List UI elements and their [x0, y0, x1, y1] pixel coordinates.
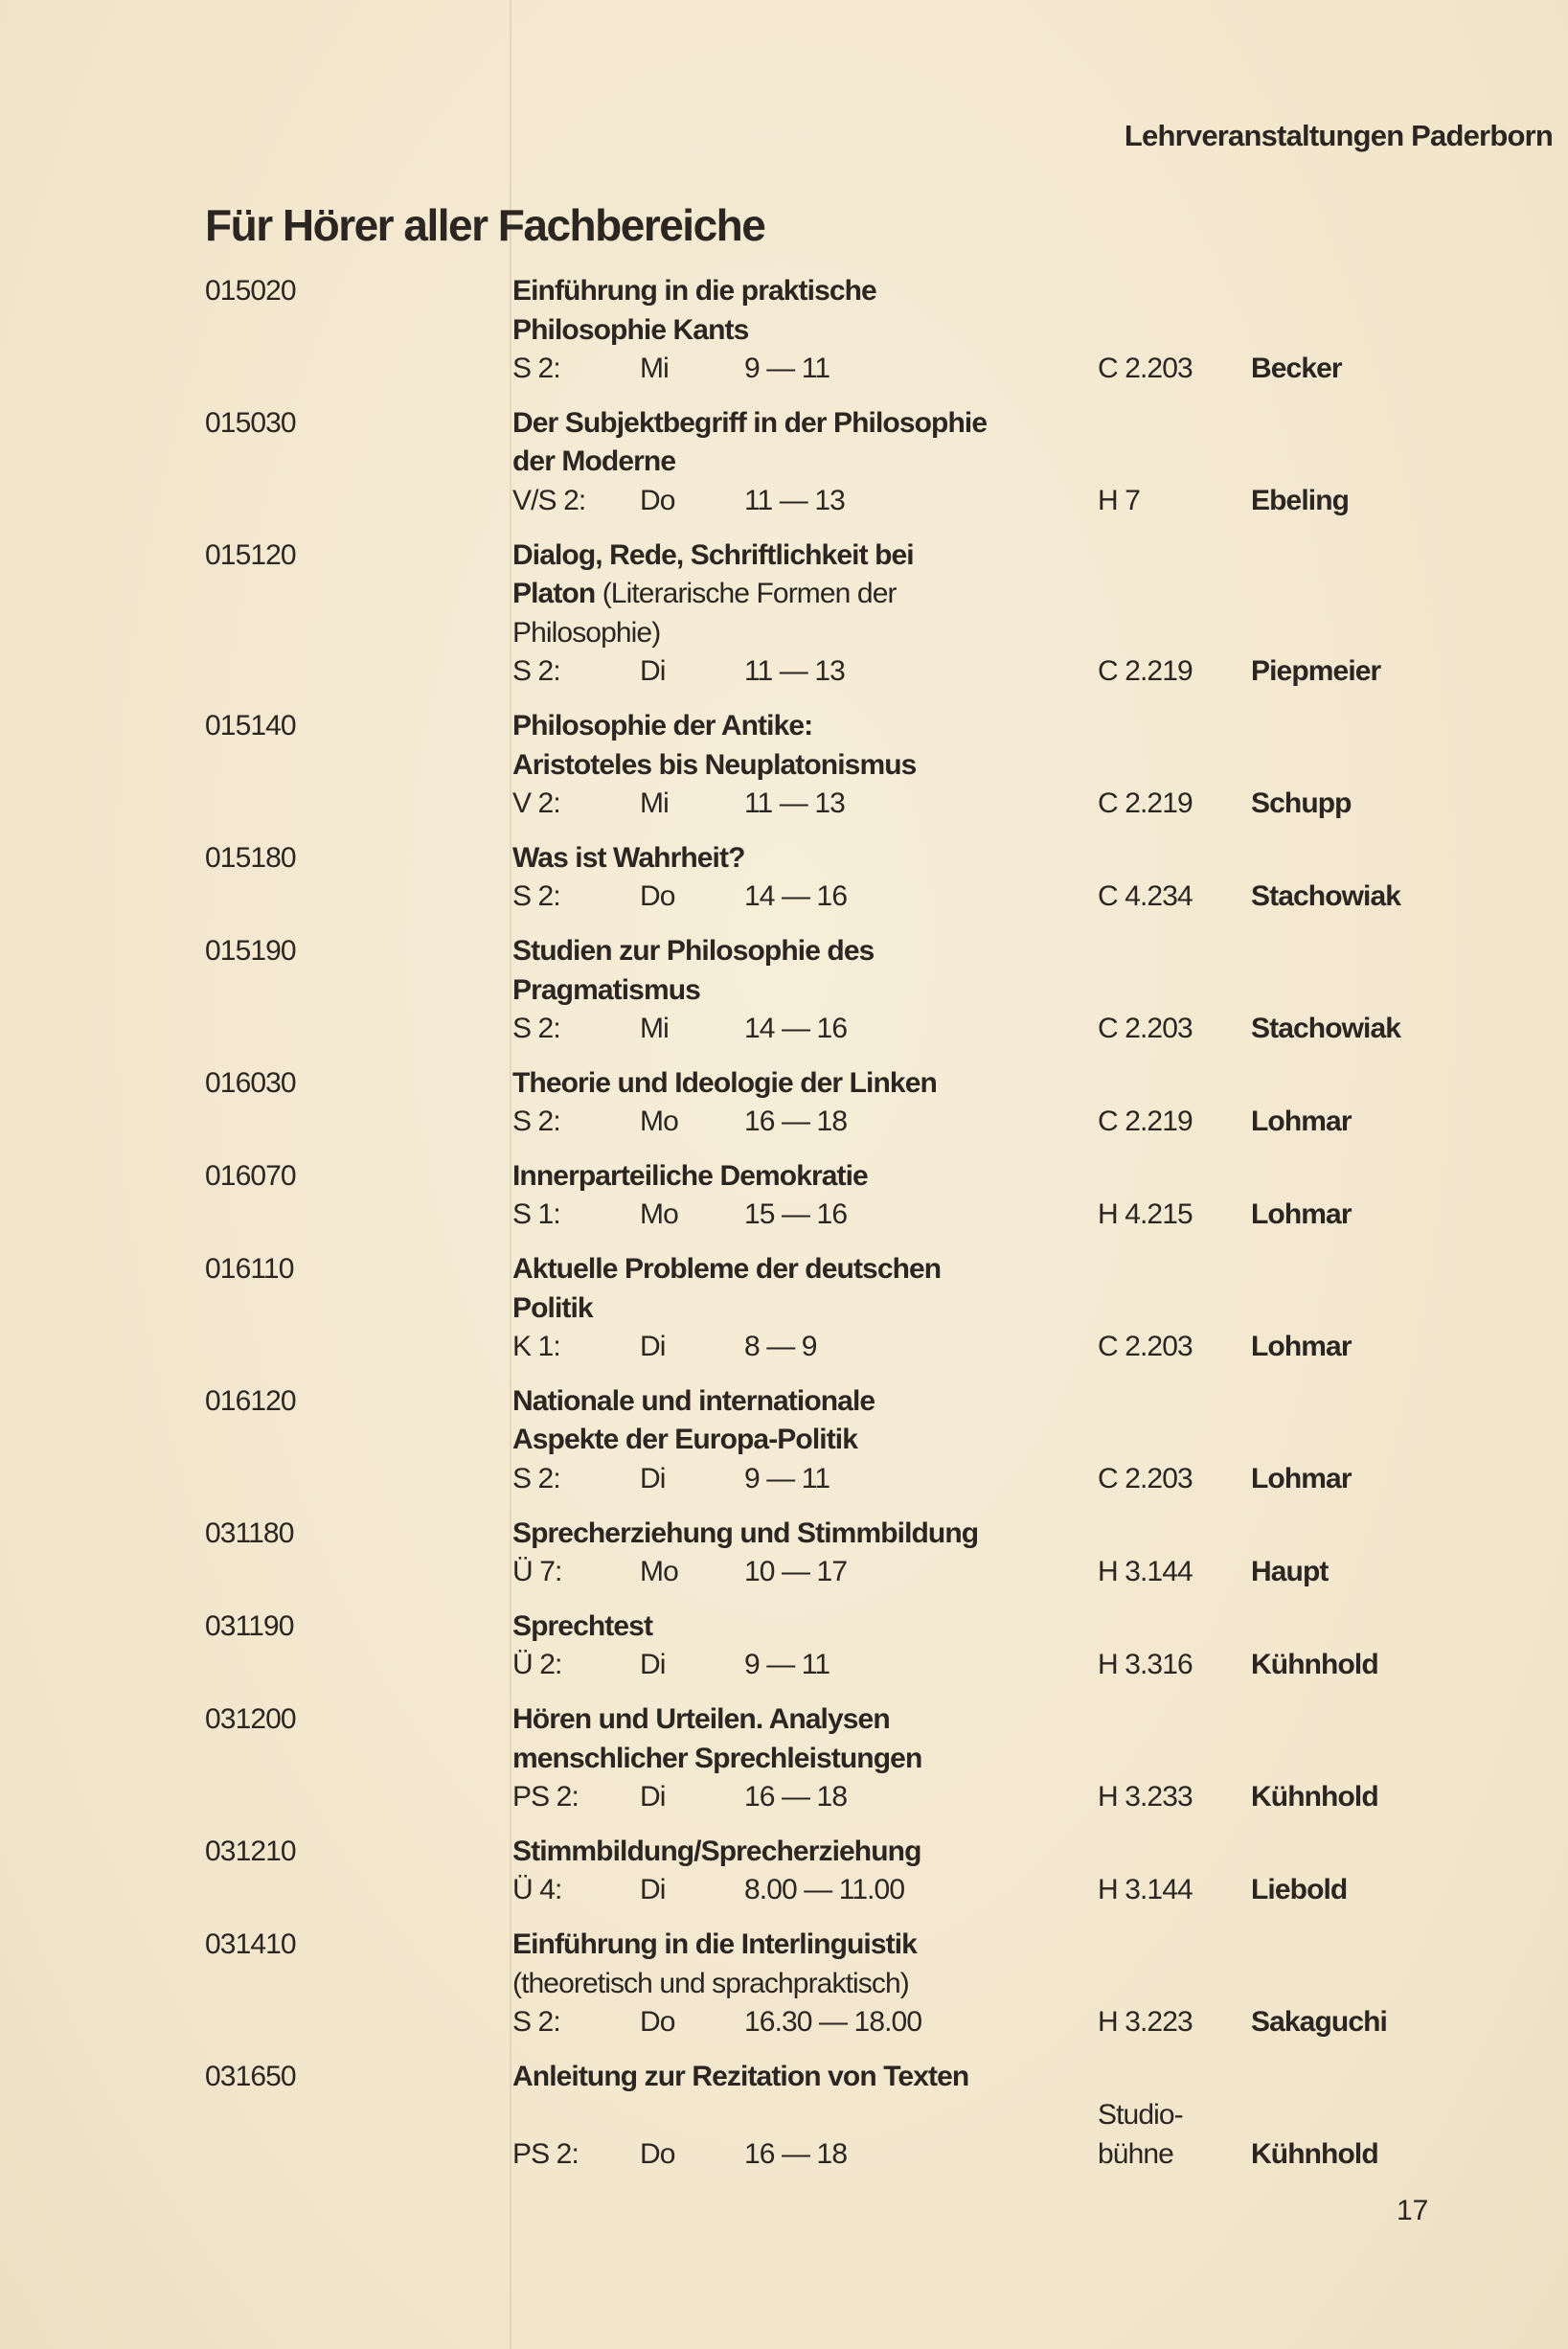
- course-room: H 3.233: [1098, 1781, 1193, 1813]
- course-schedule: [512, 1460, 1568, 1499]
- course-room: H 7: [1098, 484, 1140, 516]
- course-time: 9 — 11: [744, 353, 830, 385]
- course-code: 016120: [205, 1384, 296, 1417]
- course-day: Di: [640, 1874, 666, 1906]
- course-title: Einführung in die praktische: [512, 275, 876, 307]
- course-title: der Moderne: [512, 445, 676, 478]
- course-schedule: [512, 1646, 1568, 1685]
- course-entry: [0, 272, 1568, 389]
- course-time: 16 — 18: [744, 1106, 848, 1138]
- course-title-line: [512, 932, 1568, 971]
- course-details: [512, 1250, 1568, 1367]
- page-number: 17: [1397, 2195, 1429, 2226]
- course-type: PS 2:: [512, 1781, 579, 1813]
- course-title-line: [512, 2058, 1568, 2097]
- course-code: 031410: [205, 1927, 296, 1960]
- course-title: Platon: [512, 578, 596, 610]
- course-details: [512, 1608, 1568, 1685]
- course-title-line: [512, 1833, 1568, 1872]
- course-code: 016030: [205, 1066, 296, 1099]
- course-lecturer: Lohmar: [1251, 1463, 1352, 1495]
- course-title-line: [512, 1064, 1568, 1104]
- course-entry: [0, 1608, 1568, 1685]
- course-title: Theorie und Ideologie der Linken: [512, 1066, 937, 1099]
- course-title: Nationale und internationale: [512, 1384, 875, 1417]
- course-entry: [0, 707, 1568, 824]
- course-title-line: [512, 1382, 1568, 1422]
- course-details: [512, 1926, 1568, 2042]
- course-schedule: [512, 1553, 1568, 1592]
- course-code: 031200: [205, 1703, 296, 1735]
- course-schedule: [512, 482, 1568, 521]
- course-code: 031180: [205, 1517, 294, 1549]
- course-title-line: [512, 1421, 1568, 1460]
- course-room: C 2.203: [1098, 1013, 1193, 1045]
- course-day: Mi: [640, 353, 669, 385]
- running-head: Lehrveranstaltungen Paderborn: [1124, 119, 1553, 152]
- course-type: Ü 2:: [512, 1649, 562, 1681]
- course-day: Di: [640, 655, 666, 688]
- course-lecturer: Haupt: [1251, 1556, 1329, 1588]
- course-lecturer: Ebeling: [1251, 484, 1350, 516]
- course-details: [512, 272, 1568, 389]
- course-room: H 3.144: [1098, 1556, 1193, 1588]
- course-schedule: [512, 785, 1568, 824]
- course-day: Mi: [640, 787, 669, 820]
- course-type: K 1:: [512, 1331, 560, 1363]
- section-title: Für Hörer aller Fachbereiche: [205, 200, 765, 250]
- course-title: Anleitung zur Rezitation von Texten: [512, 2060, 969, 2092]
- course-title-line: [512, 1740, 1568, 1779]
- course-time: 9 — 11: [744, 1463, 830, 1495]
- course-room: C 2.219: [1098, 655, 1193, 688]
- course-title-line: [512, 1289, 1568, 1329]
- course-time: 15 — 16: [744, 1198, 848, 1231]
- course-room: C 2.219: [1098, 1106, 1193, 1138]
- course-entry: [0, 839, 1568, 917]
- course-entry: [0, 1833, 1568, 1910]
- course-details: [512, 707, 1568, 824]
- course-details: [512, 1700, 1568, 1817]
- course-room: C 2.219: [1098, 787, 1193, 820]
- course-title-line: [512, 1250, 1568, 1289]
- course-day: Di: [640, 1463, 666, 1495]
- course-room: C 2.203: [1098, 353, 1193, 385]
- course-type: PS 2:: [512, 2137, 579, 2170]
- course-entry: [0, 1926, 1568, 2042]
- course-title-line: [512, 1926, 1568, 1965]
- course-lecturer: Kühnhold: [1251, 2137, 1378, 2170]
- course-title: Philosophie Kants: [512, 313, 749, 346]
- course-details: [512, 839, 1568, 917]
- course-details: [512, 1833, 1568, 1910]
- course-code: 031190: [205, 1609, 294, 1642]
- course-schedule: [512, 350, 1568, 389]
- course-schedule: [512, 1778, 1568, 1817]
- course-title-line: [512, 536, 1568, 576]
- course-lecturer: Kühnhold: [1251, 1781, 1378, 1813]
- course-title: Dialog, Rede, Schriftlichkeit bei: [512, 538, 914, 571]
- course-schedule: [512, 1103, 1568, 1142]
- course-note: (Literarische Formen der: [595, 578, 897, 610]
- course-type: S 2:: [512, 1013, 560, 1045]
- course-entry: [0, 1250, 1568, 1367]
- course-title: Studien zur Philosophie des: [512, 934, 875, 967]
- course-day: Di: [640, 1331, 666, 1363]
- course-type: Ü 4:: [512, 1874, 562, 1906]
- course-lecturer: Sakaguchi: [1251, 2006, 1387, 2039]
- course-lecturer: Lohmar: [1251, 1198, 1352, 1231]
- course-schedule: [512, 1010, 1568, 1049]
- course-entry: [0, 1382, 1568, 1499]
- course-lecturer: Stachowiak: [1251, 1013, 1401, 1045]
- course-time: 11 — 13: [744, 484, 845, 516]
- course-type: S 1:: [512, 1198, 560, 1231]
- course-type: S 2:: [512, 880, 560, 913]
- course-schedule: [512, 2003, 1568, 2042]
- course-lecturer: Schupp: [1251, 787, 1352, 820]
- course-entry: [0, 1700, 1568, 1817]
- course-title: Aspekte der Europa-Politik: [512, 1424, 858, 1456]
- course-day: Do: [640, 880, 675, 913]
- course-lecturer: Liebold: [1251, 1874, 1348, 1906]
- course-schedule: [512, 1196, 1568, 1235]
- course-entry: [0, 1064, 1568, 1142]
- course-type: S 2:: [512, 2006, 560, 2039]
- course-time: 16 — 18: [744, 2137, 848, 2170]
- course-room: C 2.203: [1098, 1463, 1193, 1495]
- course-room: C 2.203: [1098, 1331, 1193, 1363]
- course-title: Stimmbildung/Sprecherziehung: [512, 1835, 921, 1867]
- course-code: 015180: [205, 841, 296, 874]
- course-list: [0, 272, 1568, 2190]
- course-title: Hören und Urteilen. Analysen: [512, 1703, 890, 1735]
- course-time: 14 — 16: [744, 1013, 848, 1045]
- course-title: Was ist Wahrheit?: [512, 841, 745, 874]
- course-title-line: [512, 1700, 1568, 1740]
- course-title-line: [512, 971, 1568, 1011]
- course-time: 11 — 13: [744, 655, 845, 688]
- course-code: 015140: [205, 709, 296, 741]
- course-title-line: [512, 1157, 1568, 1197]
- course-code: 015030: [205, 406, 296, 439]
- course-room: H 4.215: [1098, 1198, 1193, 1231]
- course-title: Der Subjektbegriff in der Philosophie: [512, 406, 988, 439]
- course-schedule: [512, 1328, 1568, 1367]
- course-title-line: [512, 272, 1568, 311]
- course-details: [512, 404, 1568, 521]
- course-title-line: [512, 311, 1568, 351]
- course-day: Mi: [640, 1013, 669, 1045]
- course-title-line: [512, 1515, 1568, 1554]
- course-code: 031210: [205, 1835, 296, 1867]
- course-type: S 2:: [512, 655, 560, 688]
- course-title: Aristoteles bis Neuplatonismus: [512, 748, 917, 781]
- course-details: [512, 1064, 1568, 1142]
- course-code: 015120: [205, 538, 296, 571]
- course-title-line: [512, 839, 1568, 878]
- course-title-line: [512, 1608, 1568, 1647]
- course-room: H 3.316: [1098, 1649, 1193, 1681]
- course-details: [512, 932, 1568, 1049]
- course-time: 8.00 — 11.00: [744, 1874, 905, 1906]
- course-time: 14 — 16: [744, 880, 848, 913]
- course-day: Mo: [640, 1556, 678, 1588]
- course-type: S 2:: [512, 353, 560, 385]
- course-time: 16.30 — 18.00: [744, 2006, 922, 2039]
- course-day: Do: [640, 2006, 675, 2039]
- course-title: Philosophie der Antike:: [512, 709, 813, 741]
- course-lecturer: Lohmar: [1251, 1106, 1352, 1138]
- course-lecturer: Becker: [1251, 353, 1342, 385]
- course-code: 031650: [205, 2060, 296, 2092]
- course-title-line: [512, 746, 1568, 786]
- course-title: Politik: [512, 1291, 593, 1324]
- course-title: Pragmatismus: [512, 973, 700, 1006]
- course-time: 11 — 13: [744, 787, 845, 820]
- course-title: Einführung in die Interlinguistik: [512, 1927, 917, 1960]
- course-code: 015020: [205, 275, 296, 307]
- course-title-line: [512, 707, 1568, 746]
- course-title-line: [512, 1965, 1568, 2004]
- course-day: Mo: [640, 1198, 678, 1231]
- course-day: Di: [640, 1781, 666, 1813]
- course-details: [512, 1157, 1568, 1235]
- course-day: Di: [640, 1649, 666, 1681]
- course-title: Sprechtest: [512, 1609, 653, 1642]
- course-lecturer: Piepmeier: [1251, 655, 1381, 688]
- course-title-line: [512, 575, 1568, 614]
- course-title: Aktuelle Probleme der deutschen: [512, 1253, 942, 1286]
- course-schedule: [512, 1871, 1568, 1910]
- course-day: Mo: [640, 1106, 678, 1138]
- course-type: S 2:: [512, 1463, 560, 1495]
- course-time: 16 — 18: [744, 1781, 848, 1813]
- course-details: [512, 1515, 1568, 1592]
- course-time: 8 — 9: [744, 1331, 817, 1363]
- course-schedule: [512, 878, 1568, 917]
- course-entry: [0, 404, 1568, 521]
- course-type: V/S 2:: [512, 484, 586, 516]
- course-entry: [0, 1157, 1568, 1235]
- course-entry: [0, 1515, 1568, 1592]
- course-code: 016110: [205, 1253, 294, 1286]
- course-schedule: [512, 652, 1568, 692]
- course-room: Studio- bühne: [1098, 2099, 1183, 2170]
- course-title: menschlicher Sprechleistungen: [512, 1742, 922, 1774]
- course-room: H 3.144: [1098, 1874, 1193, 1906]
- course-time: 9 — 11: [744, 1649, 830, 1681]
- course-title-line: [512, 404, 1568, 444]
- course-details: [512, 536, 1568, 692]
- course-note: (theoretisch und sprachpraktisch): [512, 1967, 909, 1999]
- course-lecturer: Stachowiak: [1251, 880, 1401, 913]
- course-entry: [0, 536, 1568, 692]
- course-code: 016070: [205, 1159, 296, 1192]
- course-code: 015190: [205, 934, 296, 967]
- course-details: [512, 1382, 1568, 1499]
- course-title-line: [512, 614, 1568, 653]
- course-title: Sprecherziehung und Stimmbildung: [512, 1517, 979, 1549]
- course-details: [512, 2058, 1568, 2175]
- course-type: S 2:: [512, 1106, 560, 1138]
- course-time: 10 — 17: [744, 1556, 848, 1588]
- course-room: H 3.223: [1098, 2006, 1193, 2039]
- course-title-line: [512, 443, 1568, 482]
- course-day: Do: [640, 2137, 675, 2170]
- course-entry: [0, 2058, 1568, 2175]
- course-title: Innerparteiliche Demokratie: [512, 1159, 868, 1192]
- course-type: Ü 7:: [512, 1556, 562, 1588]
- course-type: V 2:: [512, 787, 560, 820]
- course-lecturer: Lohmar: [1251, 1331, 1352, 1363]
- course-room: C 4.234: [1098, 880, 1193, 913]
- course-schedule: [512, 2096, 1568, 2174]
- course-entry: [0, 932, 1568, 1049]
- course-lecturer: Kühnhold: [1251, 1649, 1378, 1681]
- course-day: Do: [640, 484, 675, 516]
- course-note: Philosophie): [512, 616, 661, 649]
